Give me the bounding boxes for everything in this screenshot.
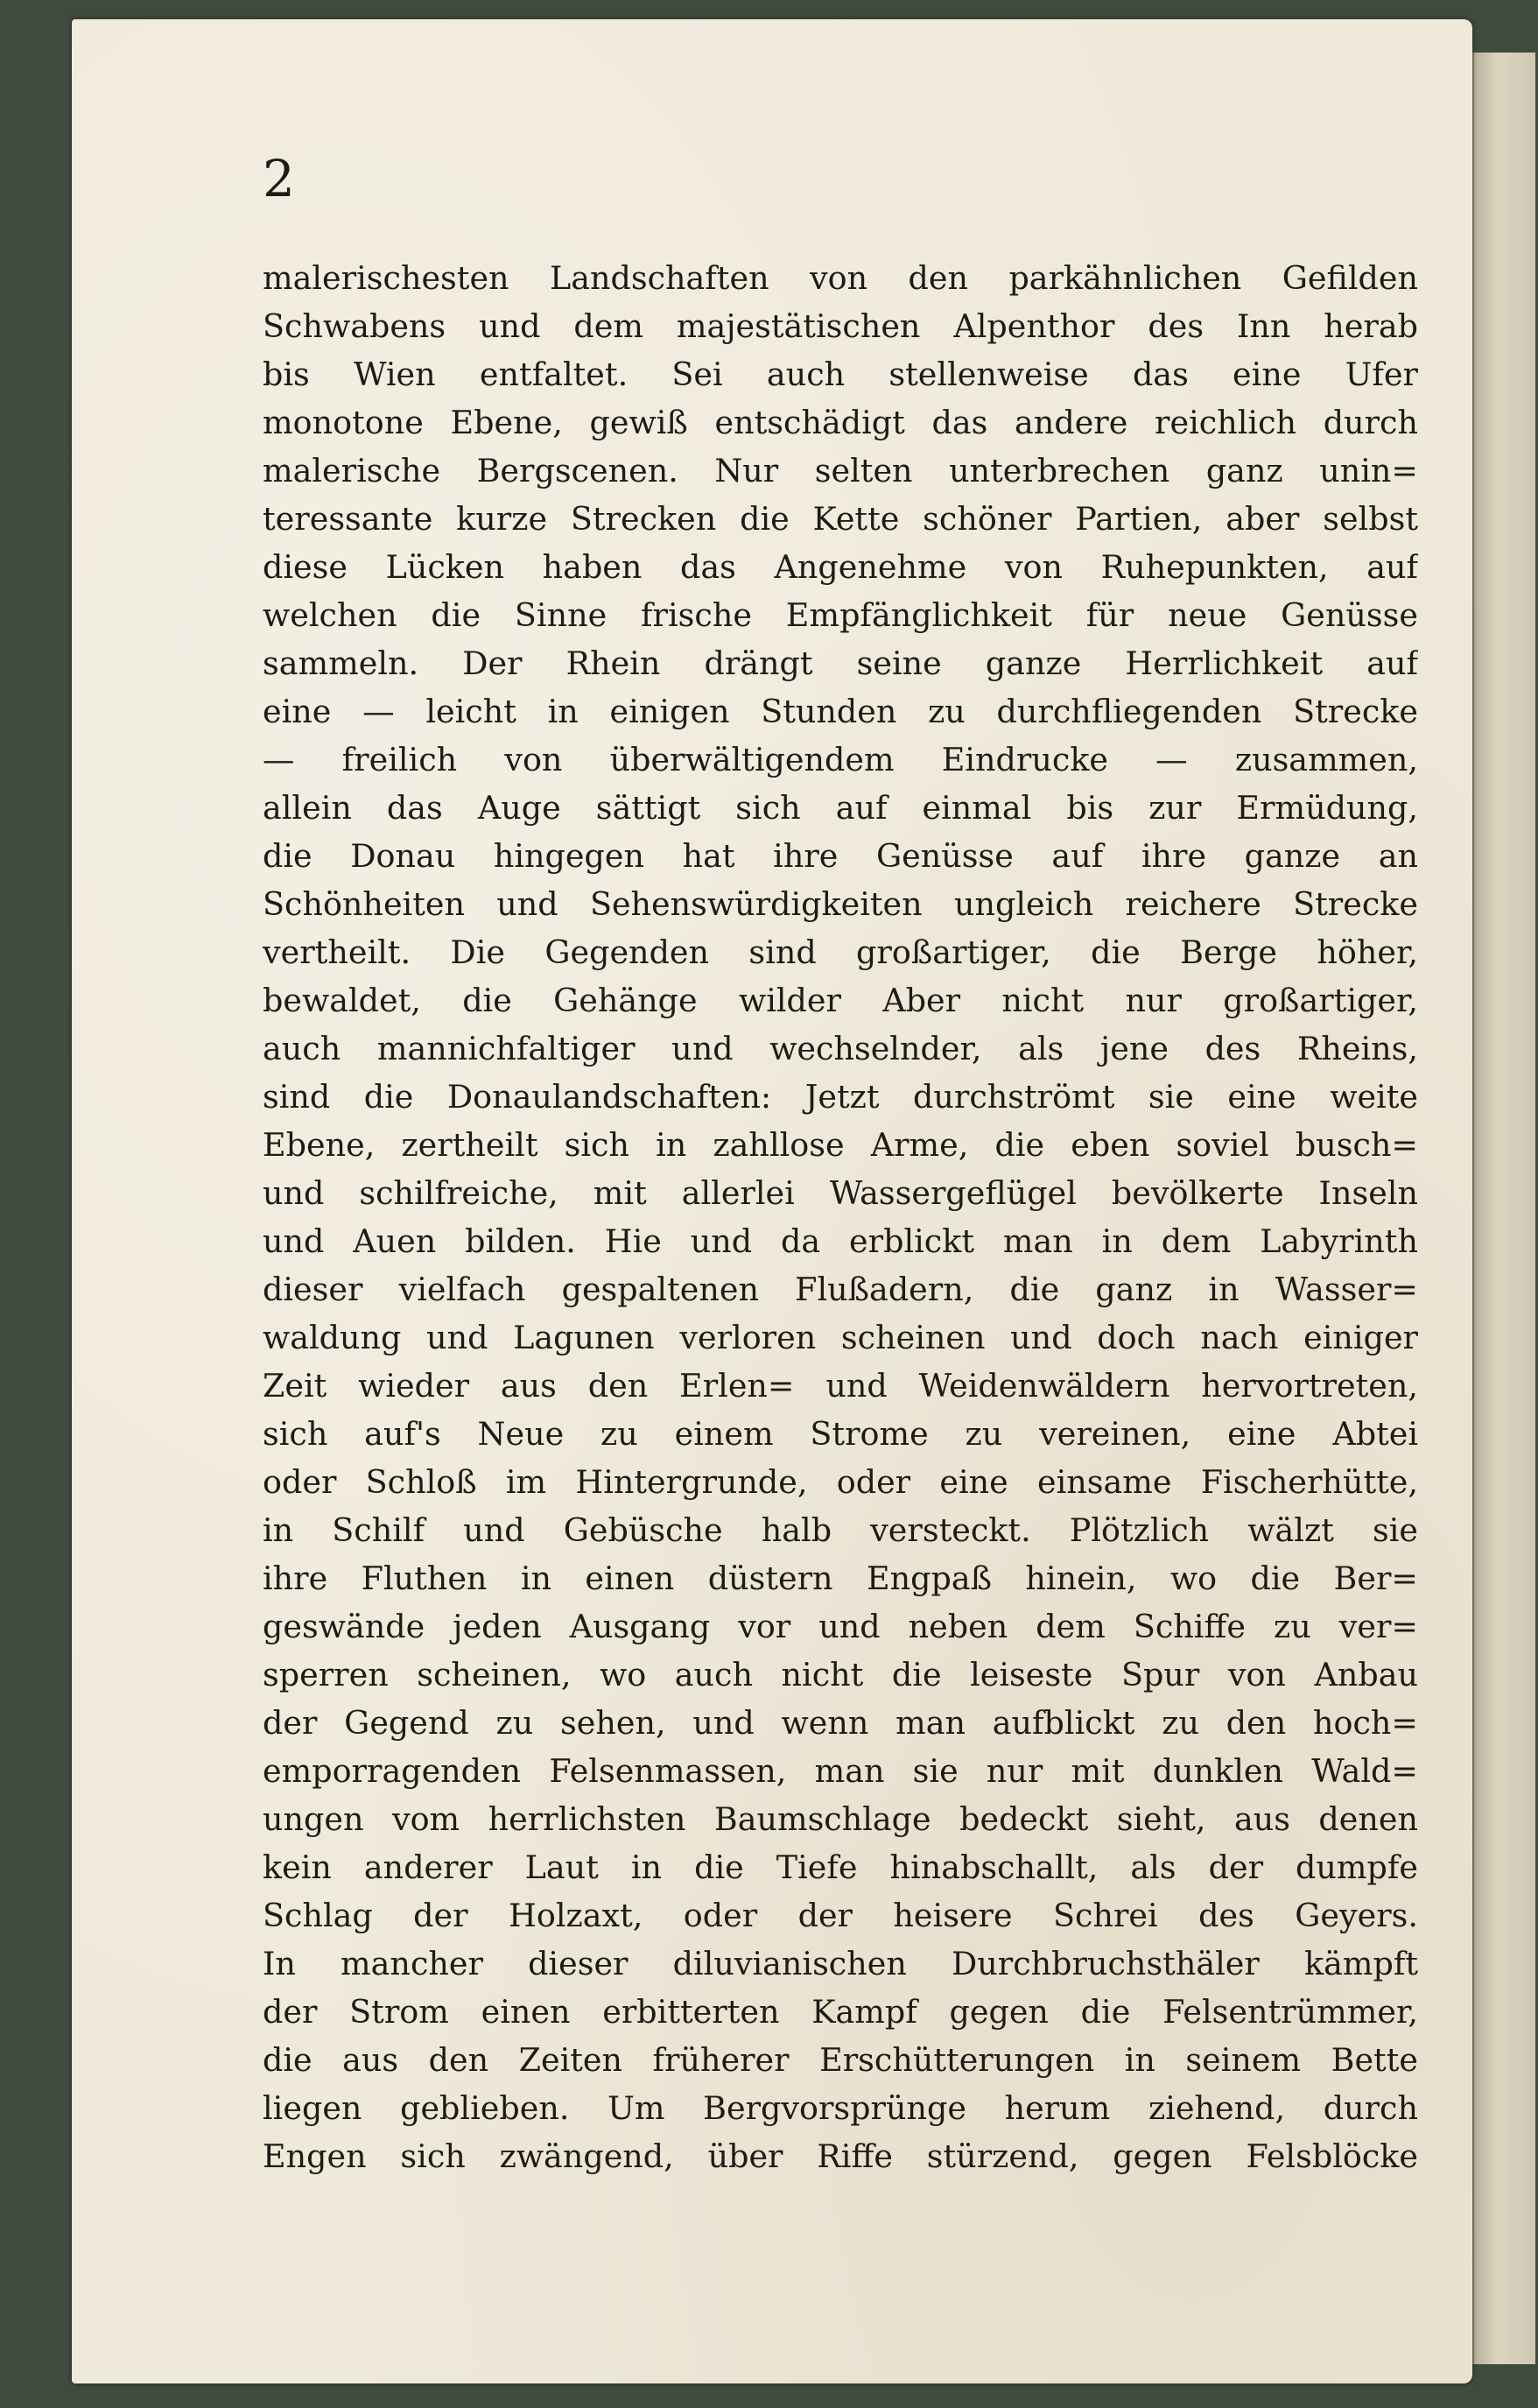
text-line: die aus den Zeiten früherer Erschütterungen in seinem Bette: [263, 2041, 1418, 2079]
body-text: [263, 254, 1418, 2180]
text-line: sammeln. Der Rhein drängt seine ganze Herrlichkeit auf: [263, 644, 1418, 682]
text-line: welchen die Sinne frische Empfänglichkeit für neue Genüsse: [263, 596, 1418, 634]
text-line: eine — leicht in einigen Stunden zu durchfliegenden Strecke: [263, 693, 1418, 730]
text-line: dieser vielfach gespaltenen Flußadern, die ganz in Wasser=: [263, 1271, 1418, 1308]
text-line: allein das Auge sättigt sich auf einmal bis zur Ermüdung,: [263, 789, 1418, 827]
page-number: 2: [263, 149, 295, 208]
text-line: monotone Ebene, gewiß entschädigt das andere reichlich durch: [263, 404, 1418, 441]
text-line: Schwabens und dem majestätischen Alpenthor des Inn herab: [263, 307, 1418, 345]
text-line: auch mannichfaltiger und wechselnder, als jene des Rheins,: [263, 1030, 1418, 1067]
text-line: geswände jeden Ausgang vor und neben dem Schiffe zu ver=: [263, 1608, 1418, 1645]
text-line: Schönheiten und Sehenswürdigkeiten ungleich reichere Strecke: [263, 885, 1418, 923]
text-line: malerische Bergscenen. Nur selten unterbrechen ganz unin=: [263, 452, 1418, 489]
text-line: sind die Donaulandschaften: Jetzt durchströmt sie eine weite: [263, 1078, 1418, 1116]
text-line: In mancher dieser diluvianischen Durchbruchsthäler kämpft: [263, 1945, 1418, 1982]
text-line: Ebene, zertheilt sich in zahllose Arme, die eben soviel busch=: [263, 1126, 1418, 1164]
text-line: oder Schloß im Hintergrunde, oder eine einsame Fischerhütte,: [263, 1463, 1418, 1501]
text-line: die Donau hingegen hat ihre Genüsse auf ihre ganze an: [263, 837, 1418, 875]
text-line: der Strom einen erbitterten Kampf gegen die Felsentrümmer,: [263, 1993, 1418, 2031]
text-line: sperren scheinen, wo auch nicht die leiseste Spur von Anbau: [263, 1656, 1418, 1693]
text-line: kein anderer Laut in die Tiefe hinabschallt, als der dumpfe: [263, 1848, 1418, 1886]
text-line: der Gegend zu sehen, und wenn man aufblickt zu den hoch=: [263, 1704, 1418, 1742]
text-line: teressante kurze Strecken die Kette schöner Partien, aber selbst: [263, 500, 1418, 538]
text-line: Schlag der Holzaxt, oder der heisere Schrei des Geyers.: [263, 1897, 1418, 1934]
text-line: ihre Fluthen in einen düstern Engpaß hinein, wo die Ber=: [263, 1560, 1418, 1597]
text-line: Zeit wieder aus den Erlen= und Weidenwäldern hervortreten,: [263, 1367, 1418, 1405]
text-line: liegen geblieben. Um Bergvorsprünge herum ziehend, durch: [263, 2089, 1418, 2127]
text-line: in Schilf und Gebüsche halb versteckt. Plötzlich wälzt sie: [263, 1511, 1418, 1549]
text-line: sich auf's Neue zu einem Strome zu vereinen, eine Abtei: [263, 1415, 1418, 1453]
text-line: vertheilt. Die Gegenden sind großartiger, die Berge höher,: [263, 933, 1418, 971]
text-line: bewaldet, die Gehänge wilder Aber nicht nur großartiger,: [263, 982, 1418, 1019]
text-line: malerischesten Landschaften von den parkähnlichen Gefilden: [263, 259, 1418, 297]
text-line: ungen vom herrlichsten Baumschlage bedeckt sieht, aus denen: [263, 1800, 1418, 1838]
text-line: emporragenden Felsenmassen, man sie nur mit dunklen Wald=: [263, 1752, 1418, 1790]
text-line: waldung und Lagunen verloren scheinen und doch nach einiger: [263, 1319, 1418, 1356]
text-line: Engen sich zwängend, über Riffe stürzend, gegen Felsblöcke: [263, 2137, 1418, 2175]
next-page-edge: [1472, 53, 1535, 2364]
text-line: diese Lücken haben das Angenehme von Ruhepunkten, auf: [263, 548, 1418, 586]
text-line: bis Wien entfaltet. Sei auch stellenweise das eine Ufer: [263, 356, 1418, 393]
text-line: und schilfreiche, mit allerlei Wassergeflügel bevölkerte Inseln: [263, 1174, 1418, 1212]
text-line: und Auen bilden. Hie und da erblickt man in dem Labyrinth: [263, 1222, 1418, 1260]
text-line: — freilich von überwältigendem Eindrucke — zusammen,: [263, 741, 1418, 778]
